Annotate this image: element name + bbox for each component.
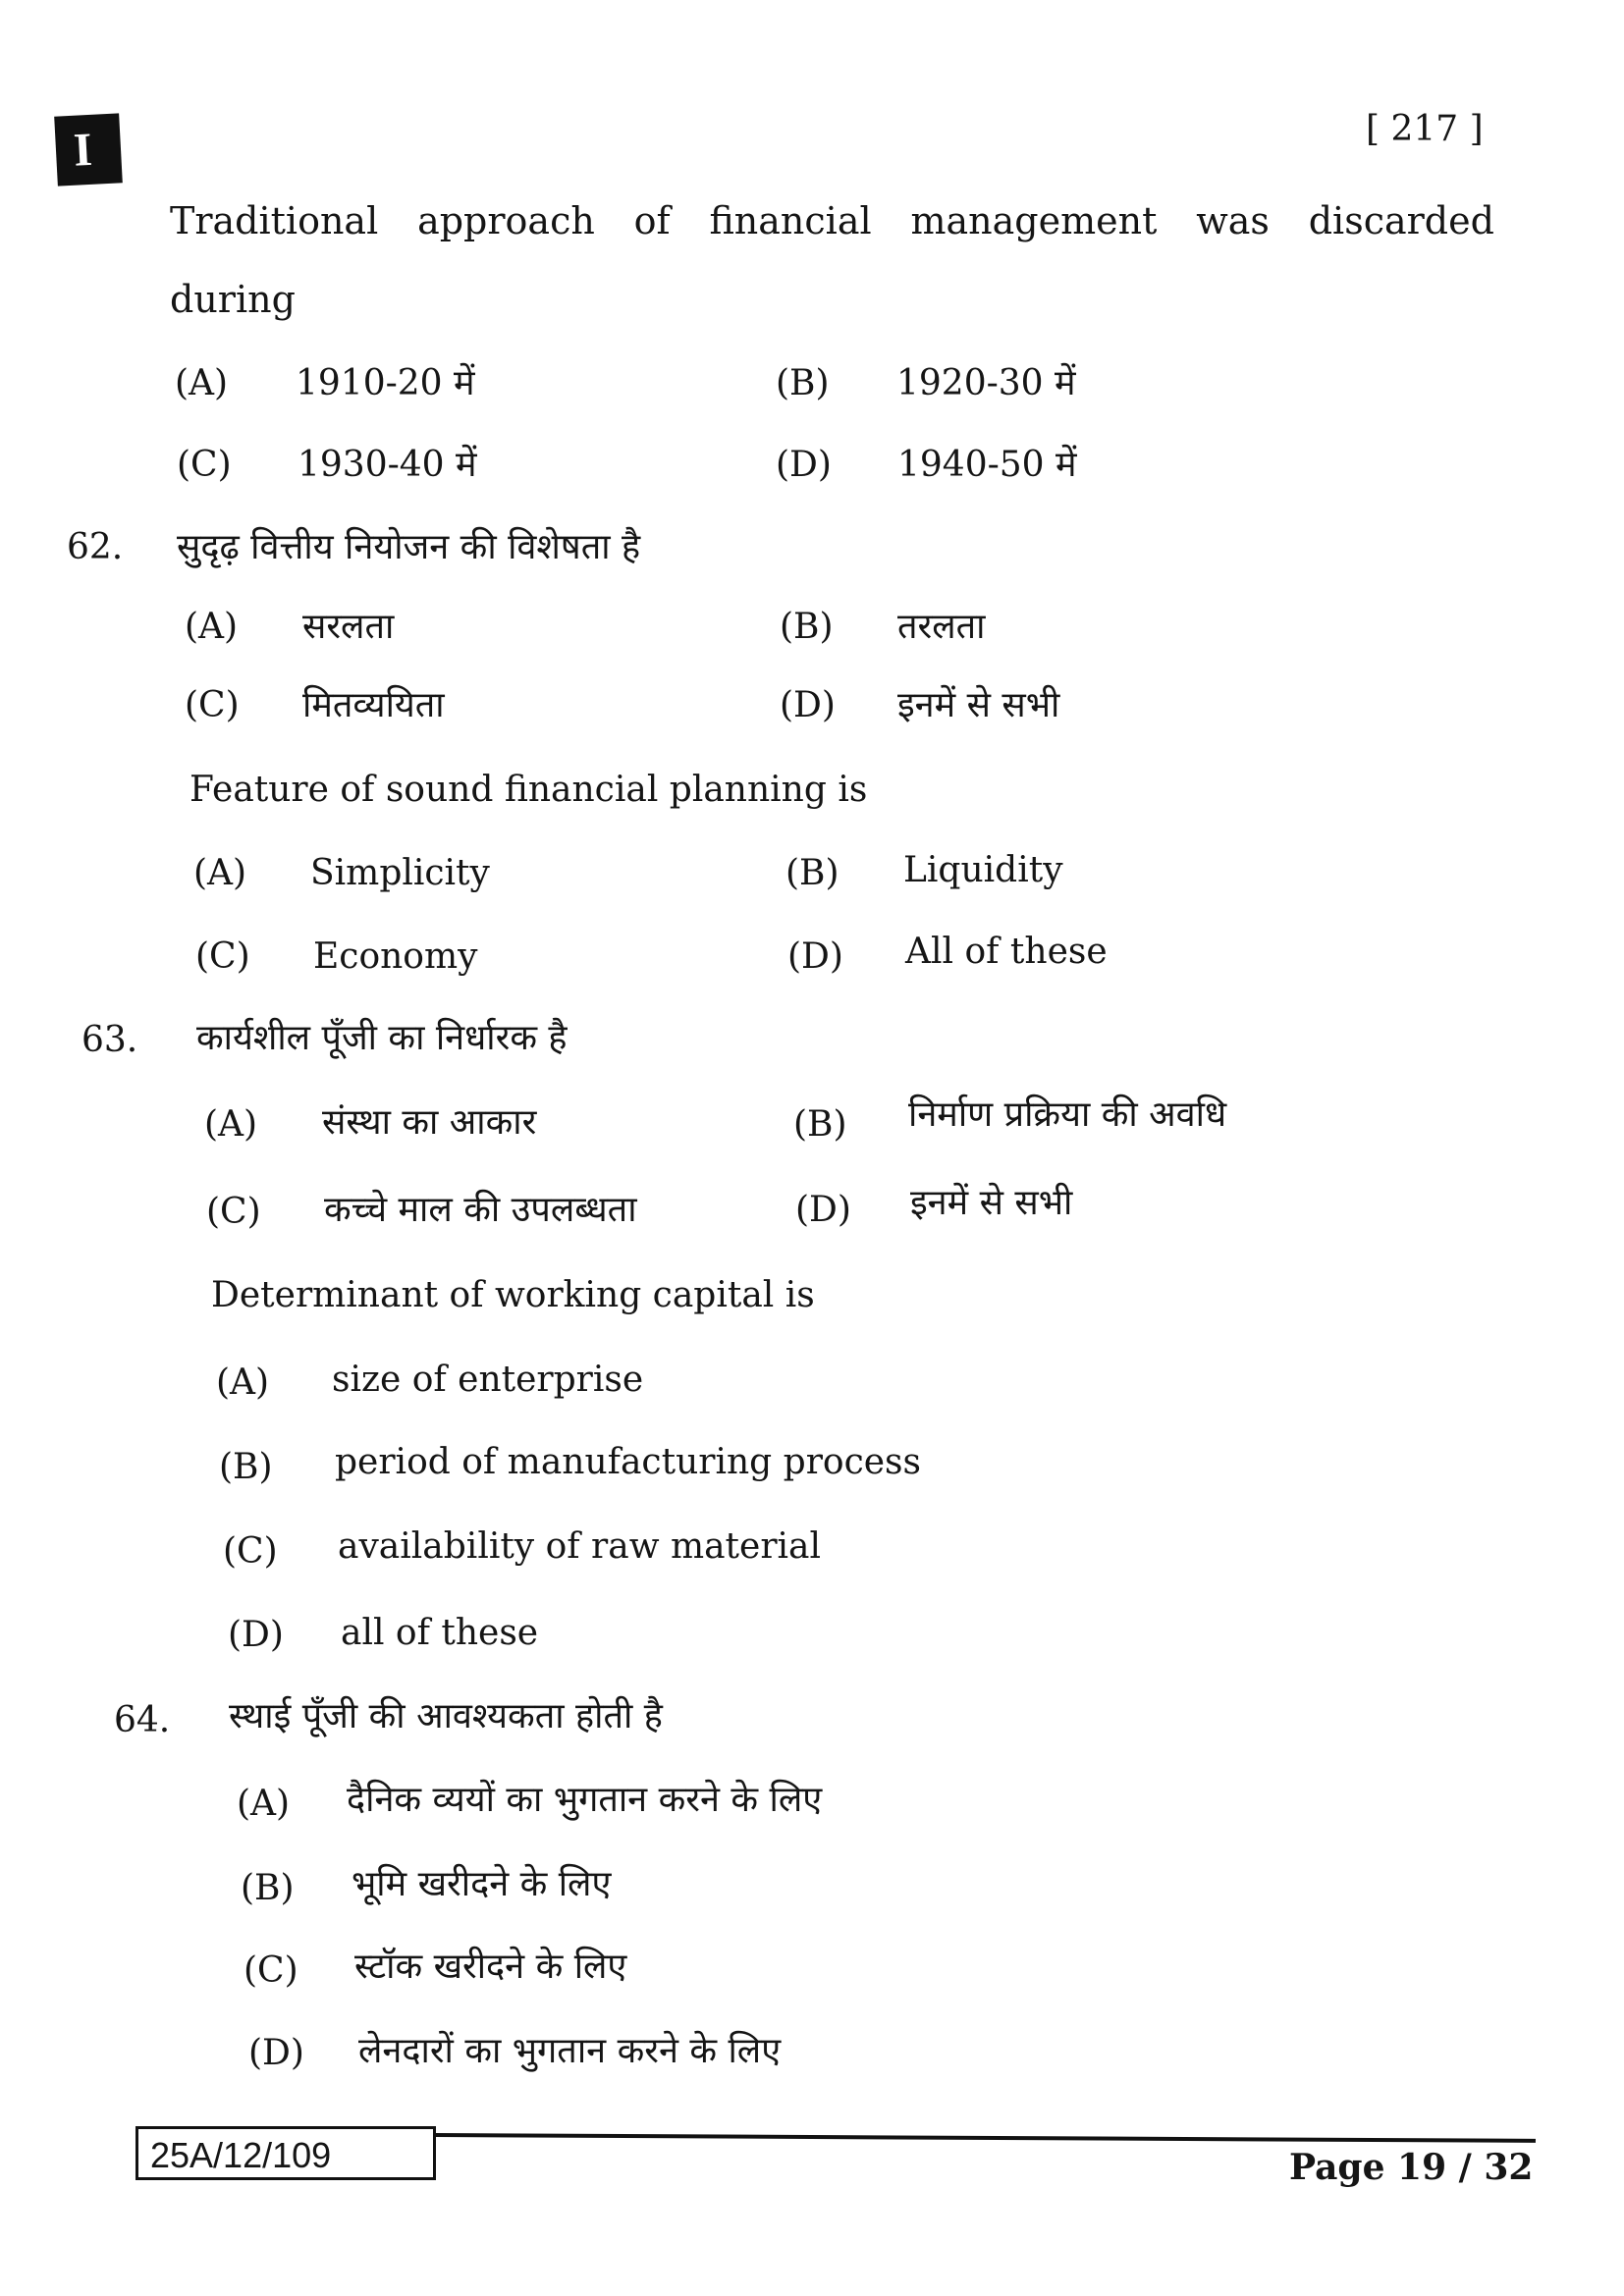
option-label: (B) [219,1447,273,1487]
option-text: Simplicity [310,853,490,893]
option-label: (A) [185,607,239,647]
option-text: period of manufacturing process [335,1442,921,1482]
option-text: 1930-40 में [298,445,477,485]
option-label: (B) [793,1104,847,1145]
option-label: (D) [776,445,832,485]
option-label: (A) [193,853,247,893]
option-text: लेनदारों का भुगतान करने के लिए [358,2031,782,2071]
page-number: Page 19 / 32 [1289,2147,1534,2188]
option-text: 1940-50 में [897,445,1077,485]
q61-english-question-cont: during [170,278,296,321]
question-number: 63. [81,1020,138,1060]
option-text: size of enterprise [332,1360,644,1400]
option-text: दैनिक व्ययों का भुगतान करने के लिए [347,1780,823,1820]
option-text: तरलता [897,607,986,647]
q61-english-question [170,199,1494,242]
option-label: (D) [787,936,843,977]
word: discarded [1308,199,1494,242]
option-label: (A) [175,363,229,403]
option-label: (D) [228,1615,284,1655]
q63-english-question: Determinant of working capital is [211,1275,815,1315]
q62-english-question: Feature of sound financial planning is [189,770,868,810]
option-label: (B) [776,363,830,403]
option-label: (D) [780,685,836,725]
question-number: 62. [67,527,124,567]
q63-hindi-question: कार्यशील पूँजी का निर्धारक है [196,1018,568,1058]
option-label: (A) [216,1362,270,1403]
paper-code: 25A/12/109 [135,2126,436,2180]
option-text: availability of raw material [338,1526,822,1567]
option-label: (C) [244,1950,298,1991]
option-label: (B) [241,1868,295,1908]
word: of [633,199,671,242]
word: approach [417,199,595,242]
page-code: [ 217 ] [1366,109,1484,149]
q62-hindi-question: सुदृढ़ वित्तीय नियोजन की विशेषता है [177,527,641,567]
option-label: (C) [223,1531,278,1572]
option-label: (D) [248,2033,304,2073]
option-text: all of these [341,1613,539,1653]
option-label: (C) [177,445,232,485]
word: was [1196,199,1270,242]
option-text: इनमें से सभी [910,1183,1073,1223]
word: Traditional [170,199,379,242]
option-label: (C) [185,685,240,725]
option-text: कच्चे माल की उपलब्धता [324,1190,637,1230]
option-text: All of these [905,932,1108,972]
q64-hindi-question: स्थाई पूँजी की आवश्यकता होती है [229,1696,663,1736]
option-text: Economy [313,936,478,977]
option-label: (A) [237,1784,291,1824]
option-text: संस्था का आकार [322,1102,537,1143]
option-label: (B) [785,853,839,893]
option-label: (C) [206,1192,261,1232]
option-text: Liquidity [903,850,1063,890]
word: financial [709,199,872,242]
option-text: स्टॉक खरीदने के लिए [354,1947,627,1987]
option-label: (A) [204,1104,258,1145]
option-text: सरलता [302,607,395,647]
word: management [910,199,1158,242]
option-text: भूमि खरीदने के लिए [352,1864,612,1904]
set-marker-box [54,113,123,186]
option-text: निर्माण प्रक्रिया की अवधि [908,1095,1227,1135]
option-label: (C) [195,936,250,977]
option-label: (D) [795,1190,851,1230]
set-marker: I [72,123,94,177]
footer-rule [436,2133,1536,2143]
option-text: इनमें से सभी [897,685,1060,725]
option-text: 1910-20 में [296,363,475,403]
question-number: 64. [114,1700,171,1740]
option-text: मितव्ययिता [302,685,445,725]
option-text: 1920-30 में [896,363,1076,403]
option-label: (B) [780,607,834,647]
